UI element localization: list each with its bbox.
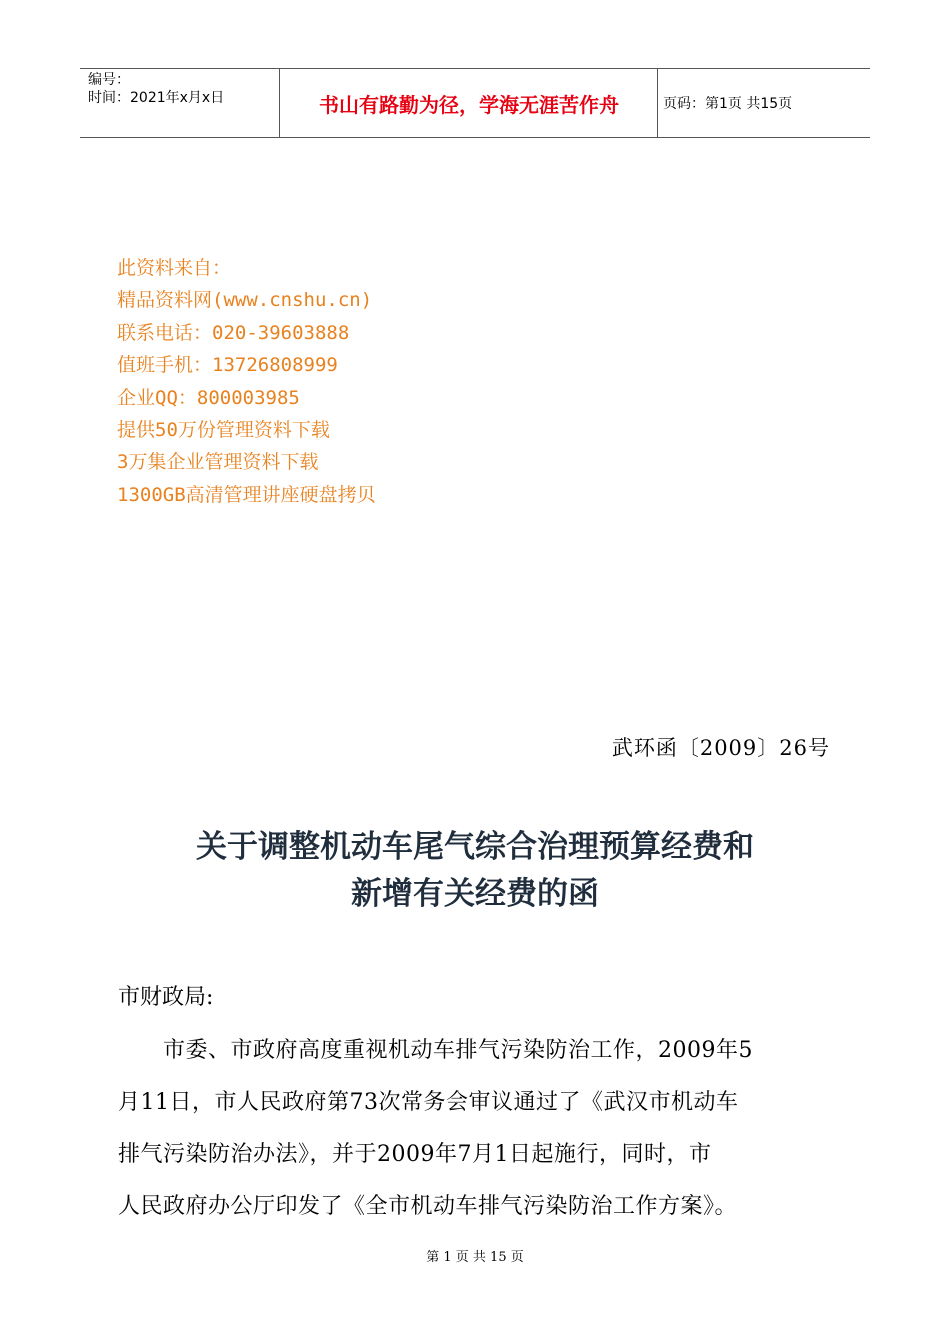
number-label: 编号： [88, 72, 130, 88]
addressee: 市财政局: [118, 985, 214, 1010]
body-text [118, 1025, 830, 1233]
document-number: 武环函〔2009〕26号 [611, 736, 830, 760]
source-line: 值班手机：13726808999 [117, 354, 338, 377]
source-line: 联系电话：020-39603888 [117, 321, 350, 344]
body-line: 排气污染防治办法》，并于2009年7月1日起施行，同时，市 [118, 1142, 712, 1167]
document-title [0, 824, 950, 918]
page-footer: 第 1 页 共 15 页 [426, 1250, 524, 1265]
source-line: 此资料来自： [117, 257, 232, 279]
body-line: 月11日，市人民政府第73次常务会审议通过了《武汉市机动车 [118, 1090, 739, 1115]
body-line: 人民政府办公厅印发了《全市机动车排气污染防治工作方案》。 [118, 1194, 738, 1219]
source-line: 企业QQ：800003985 [117, 386, 300, 409]
title-line: 新增有关经费的函 [351, 876, 599, 912]
header-table [80, 68, 870, 138]
body-line: 市委、市政府高度重视机动车排气污染防治工作，2009年5 [118, 1038, 753, 1063]
header-page-info: 页码：第1页 共15页 [663, 96, 793, 112]
time-label: 时间：2021年x月x日 [88, 90, 225, 106]
source-line: 提供50万份管理资料下载 [117, 419, 330, 442]
title-line: 关于调整机动车尾气综合治理预算经费和 [196, 829, 754, 865]
source-info-block [117, 252, 376, 511]
source-line: 精品资料网(www.cnshu.cn) [117, 289, 373, 312]
source-line: 3万集企业管理资料下载 [117, 451, 319, 474]
source-line: 1300GB高清管理讲座硬盘拷贝 [117, 483, 376, 506]
header-meta-cell [80, 69, 280, 137]
motto: 书山有路勤为径，学海无涯苦作舟 [281, 69, 658, 137]
